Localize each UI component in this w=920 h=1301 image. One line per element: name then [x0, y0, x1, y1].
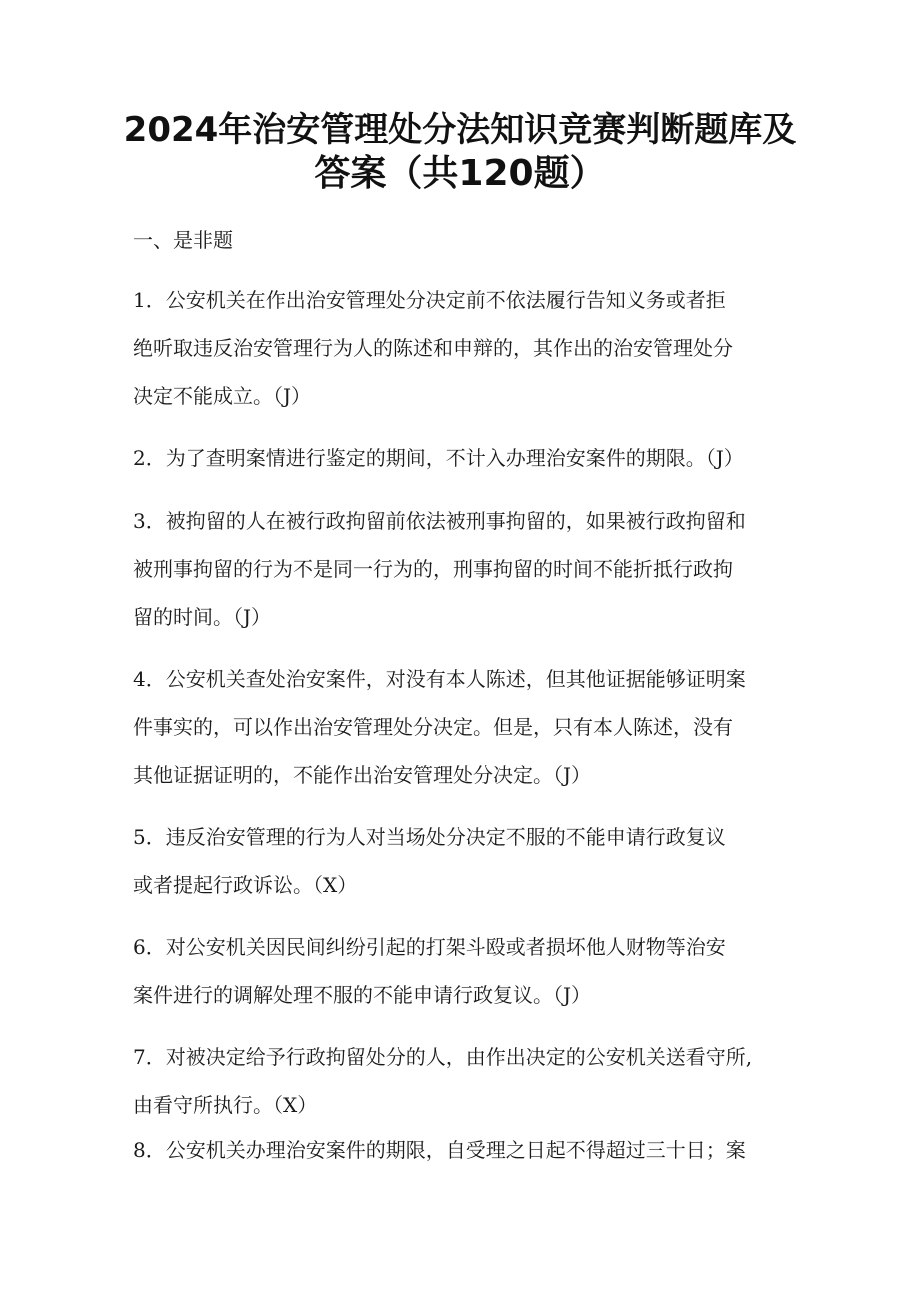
question-5-line-1: 5．违反治安管理的行为人对当场处分决定不服的不能申请行政复议: [133, 825, 726, 849]
question-4-line-1: 4．公安机关查处治安案件，对没有本人陈述，但其他证据能够证明案: [133, 667, 746, 691]
question-1-line-2: 绝听取违反治安管理行为人的陈述和申辩的，其作出的治安管理处分: [133, 336, 733, 360]
document-title-line-2: 答案（共120题）: [314, 153, 606, 194]
question-8-line-1: 8．公安机关办理治安案件的期限，自受理之日起不得超过三十日；案: [133, 1138, 746, 1162]
question-2-line-1: 2．为了查明案情进行鉴定的期间，不计入办理治安案件的期限。（J）: [133, 446, 744, 470]
question-3-line-3: 留的时间。（J）: [133, 605, 272, 629]
section-heading: 一、是非题: [133, 228, 233, 252]
question-6-line-1: 6．对公安机关因民间纠纷引起的打架斗殴或者损坏他人财物等治安: [133, 935, 726, 959]
question-5-line-2: 或者提起行政诉讼。（X）: [133, 873, 358, 897]
question-3-line-2: 被刑事拘留的行为不是同一行为的，刑事拘留的时间不能折抵行政拘: [133, 557, 733, 581]
question-1-line-3: 决定不能成立。（J）: [133, 384, 312, 408]
document-title-line-1: 2024年治安管理处分法知识竞赛判断题库及: [123, 110, 797, 150]
question-6-line-2: 案件进行的调解处理不服的不能申请行政复议。（J）: [133, 983, 592, 1007]
question-7-line-1: 7．对被决定给予行政拘留处分的人，由作出决定的公安机关送看守所,: [133, 1045, 753, 1069]
question-4-line-2: 件事实的，可以作出治安管理处分决定。但是，只有本人陈述，没有: [133, 715, 733, 739]
question-1-line-1: 1．公安机关在作出治安管理处分决定前不依法履行告知义务或者拒: [133, 288, 726, 312]
question-7-line-2: 由看守所执行。（X）: [133, 1093, 318, 1117]
question-4-line-3: 其他证据证明的，不能作出治安管理处分决定。（J）: [133, 763, 592, 787]
question-3-line-1: 3．被拘留的人在被行政拘留前依法被刑事拘留的，如果被行政拘留和: [133, 509, 746, 533]
